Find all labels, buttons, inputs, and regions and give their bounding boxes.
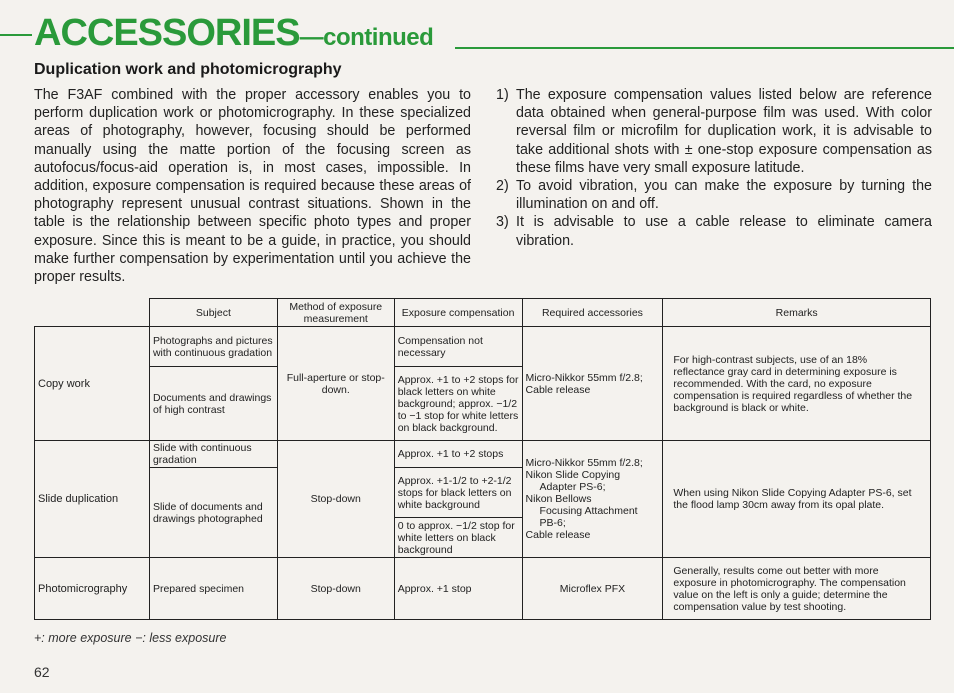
title-subtitle: —continued xyxy=(299,24,434,51)
page-title xyxy=(34,14,433,57)
subject-cell: Photographs and pictures with continuous gradation xyxy=(149,327,277,367)
accessory-line: Nikon Bellows xyxy=(525,493,592,505)
table-row xyxy=(35,441,931,468)
subject-cell: Slide with continuous gradation xyxy=(149,441,277,468)
note-number: 1) xyxy=(496,87,509,103)
accessory-line: Cable release xyxy=(525,529,591,541)
accessory-line: Adapter PS-6; xyxy=(539,481,606,493)
notes-list xyxy=(496,86,932,250)
exposure-table xyxy=(34,298,931,620)
compensation-cell: Approx. +1 to +2 stops for black letters on white background; approx. −1/2 to −1 stop for white letters on black background. xyxy=(394,367,522,441)
group-label-copy: Copy work xyxy=(35,327,150,441)
subject-cell: Prepared specimen xyxy=(149,558,277,620)
method-cell: Full-aperture or stop-down. xyxy=(277,327,394,441)
accessory-line: Micro-Nikkor 55mm f/2.8; xyxy=(525,457,643,469)
note-item xyxy=(496,86,932,177)
title-text: ACCESSORIES xyxy=(34,12,300,54)
header-compensation: Exposure compensation xyxy=(394,299,522,327)
accessories-cell: Microflex PFX xyxy=(522,558,663,620)
page-number: 62 xyxy=(34,664,50,680)
note-item xyxy=(496,213,932,249)
compensation-cell: 0 to approx. −1/2 stop for white letters on black background xyxy=(394,518,522,558)
accessory-line: Cable release xyxy=(525,383,591,396)
accessories-cell xyxy=(522,441,663,558)
compensation-cell: Approx. +1 stop xyxy=(394,558,522,620)
table-row xyxy=(35,558,931,620)
remarks-cell: When using Nikon Slide Copying Adapter PS-6, set the flood lamp 30cm away from its opal plate. xyxy=(663,441,931,558)
accessory-line: Micro-Nikkor 55mm f/2.8; xyxy=(525,371,643,384)
note-text: It is advisable to use a cable release to eliminate camera vibration. xyxy=(516,214,932,249)
subject-cell: Documents and drawings of high contrast xyxy=(149,367,277,441)
header-subject: Subject xyxy=(149,299,277,327)
compensation-cell: Compensation not necessary xyxy=(394,327,522,367)
group-label-slide: Slide duplication xyxy=(35,441,150,558)
page-header xyxy=(0,12,954,54)
group-label-photomicrography: Photomicrography xyxy=(35,558,150,620)
table-row xyxy=(35,327,931,367)
header-empty-cell xyxy=(35,299,150,327)
remarks-cell: Generally, results come out better with more exposure in photomicrography. The compensation value on the left is only a guide; determine the compensation value by test shooting. xyxy=(663,558,931,620)
header-accessories: Required accessories xyxy=(522,299,663,327)
accessories-cell xyxy=(522,327,663,441)
header-rule-right xyxy=(455,47,954,49)
note-number: 2) xyxy=(496,178,509,195)
accessory-line: Focusing Attachment xyxy=(539,505,638,517)
header-remarks: Remarks xyxy=(663,299,931,327)
accessory-line: Nikon Slide Copying xyxy=(525,469,621,481)
note-number: 3) xyxy=(496,214,509,231)
accessory-line: PB-6; xyxy=(539,517,566,529)
method-cell: Stop-down xyxy=(277,558,394,620)
section-heading: Duplication work and photomicrography xyxy=(34,61,342,78)
note-text: The exposure compensation values listed below are reference data obtained when general-purpose film was used. With color reversal film or microfilm for duplication work, it is advisable to take additional shots with ± one-stop exposure compensation as these films have very small exposure latitude. xyxy=(516,87,932,176)
note-text: To avoid vibration, you can make the exposure by turning the illumination on and off. xyxy=(516,178,932,213)
legend-note: +: more exposure −: less exposure xyxy=(34,631,227,645)
remarks-cell: For high-contrast subjects, use of an 18% reflectance gray card in determining exposure is recommended. With the card, no exposure compensation is required regardless of whether the background is black or white. xyxy=(663,327,931,441)
compensation-cell: Approx. +1-1/2 to +2-1/2 stops for black letters on white background xyxy=(394,468,522,518)
intro-paragraph: The F3AF combined with the proper accessory enables you to perform duplication work or photomicrography. In these specialized areas of photography, however, focusing should be performed manually using the matte portion of the focusing screen as autofocus/focus-aid operation is, in most cases, impossible. In addition, exposure compensation is required because these areas of photography represent unusual contrast situations. Shown in the table is the relationship between specific photo types and proper exposure. Since this is meant to be a guide, in practice, you should make further compensation by experimentation until you achieve the proper results. xyxy=(34,87,471,286)
header-rule-left xyxy=(0,34,32,36)
subject-cell: Slide of documents and drawings photographed xyxy=(149,468,277,558)
header-method: Method of exposure measurement xyxy=(277,299,394,327)
table-header-row xyxy=(35,299,931,327)
note-item xyxy=(496,177,932,213)
compensation-cell: Approx. +1 to +2 stops xyxy=(394,441,522,468)
method-cell: Stop-down xyxy=(277,441,394,558)
